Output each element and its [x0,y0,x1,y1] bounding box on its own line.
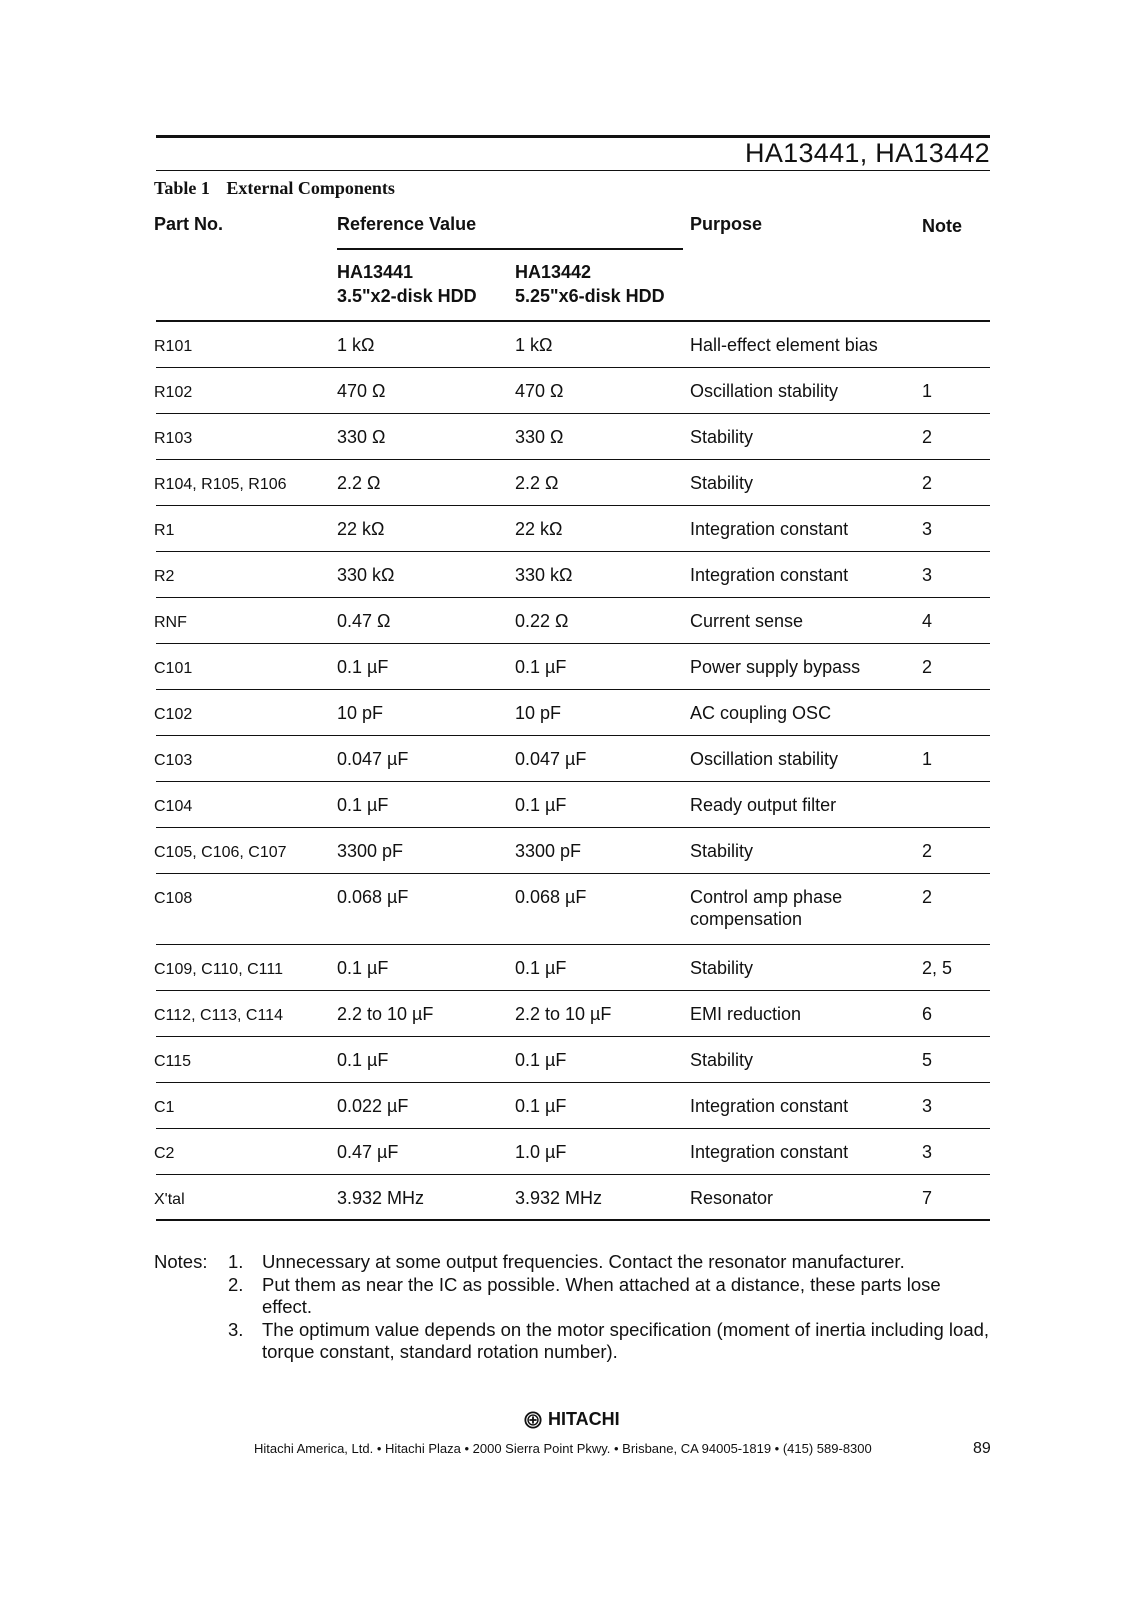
table-row [156,690,990,736]
cell-purpose: Integration constant [690,1096,849,1116]
cell-part-no: C101 [154,660,193,677]
cell-purpose: Stability [690,958,754,978]
notes-section [154,1251,994,1364]
note-text: Put them as near the IC as possible. When attached at a distance, these parts lose effect. [262,1274,941,1317]
cell-value-ha13441: 0.1 µF [337,958,389,978]
cell-part-no: R104, R105, R106 [154,476,287,493]
cell-part-no: X'tal [154,1191,185,1208]
cell-value-ha13441: 0.47 Ω [337,611,391,631]
cell-value-ha13442: 0.1 µF [515,1096,567,1116]
cell-note: 2 [922,657,933,677]
cell-value-ha13442: 10 pF [515,703,562,723]
cell-purpose: Stability [690,841,754,861]
cell-value-ha13441: 3.932 MHz [337,1188,425,1208]
cell-value-ha13442: 0.1 µF [515,958,567,978]
table-row [156,828,990,874]
cell-value-ha13441: 0.047 µF [337,749,409,769]
cell-part-no: C104 [154,798,193,815]
cell-note: 2, 5 [922,958,953,978]
note-text: The optimum value depends on the motor specification (moment of inertia including load, torque constant, standard rotation number). [262,1319,990,1362]
cell-value-ha13441: 0.1 µF [337,795,389,815]
table-row [156,506,990,552]
cell-value-ha13442: 0.1 µF [515,657,567,677]
footer-address: Hitachi America, Ltd. • Hitachi Plaza • 2000 Sierra Point Pkwy. • Brisbane, CA 94005-1819 • (415) 589-8300 [254,1441,872,1456]
table-row [156,1037,990,1083]
cell-value-ha13442: 0.1 µF [515,795,567,815]
cell-value-ha13441: 0.47 µF [337,1142,399,1162]
cell-note: 1 [922,381,933,401]
column-header-note: Note [922,216,962,236]
cell-value-ha13442: 0.22 Ω [515,611,569,631]
cell-note: 3 [922,519,933,539]
column-header-part: Part No. [154,214,224,234]
table-caption-number: Table 1 [154,178,210,198]
cell-part-no: C112, C113, C114 [154,1007,283,1024]
subheader-ha13442 [515,260,665,308]
table-row [156,736,990,782]
cell-value-ha13442: 0.047 µF [515,749,587,769]
cell-note: 7 [922,1188,933,1208]
cell-part-no: C102 [154,706,193,723]
note-number: 2. [228,1274,244,1295]
subheader-ha13441-desc: 3.5"x2-disk HDD [337,286,477,306]
hitachi-emblem-icon [524,1411,542,1429]
notes-label: Notes: [154,1251,208,1272]
cell-value-ha13441: 1 kΩ [337,335,375,355]
cell-value-ha13442: 1.0 µF [515,1142,567,1162]
cell-value-ha13442: 330 Ω [515,427,564,447]
cell-value-ha13441: 2.2 Ω [337,473,381,493]
note-number: 3. [228,1319,244,1340]
cell-value-ha13441: 0.022 µF [337,1096,409,1116]
cell-part-no: C1 [154,1099,175,1116]
cell-part-no: C103 [154,752,193,769]
cell-purpose: Power supply bypass [690,657,861,677]
hitachi-logo-text: HITACHI [548,1409,620,1429]
cell-note: 2 [922,887,933,907]
cell-part-no: C2 [154,1145,175,1162]
cell-purpose: Integration constant [690,565,849,585]
table-row [156,874,990,945]
doc-title: HA13441, HA13442 [745,138,990,168]
table-row [156,1175,990,1221]
note-item [154,1319,994,1363]
column-header-purpose: Purpose [690,214,763,234]
cell-part-no: R103 [154,430,193,447]
cell-purpose: Hall-effect element bias [690,335,878,355]
table-row [156,991,990,1037]
cell-value-ha13441: 2.2 to 10 µF [337,1004,434,1024]
cell-value-ha13441: 330 kΩ [337,565,395,585]
title-rule [156,170,990,171]
cell-value-ha13442: 3.932 MHz [515,1188,603,1208]
table-row [156,598,990,644]
cell-part-no: R101 [154,338,193,355]
cell-value-ha13442: 22 kΩ [515,519,563,539]
cell-value-ha13442: 0.068 µF [515,887,587,907]
components-table-body [0,322,1132,1221]
reference-rule [337,248,683,250]
table-row [156,322,990,368]
cell-purpose: Current sense [690,611,804,631]
cell-part-no: C108 [154,890,193,907]
cell-part-no: R102 [154,384,193,401]
table-row [156,945,990,991]
cell-purpose: Integration constant [690,519,849,539]
cell-note: 3 [922,565,933,585]
table-row [156,782,990,828]
cell-value-ha13442: 3300 pF [515,841,582,861]
cell-part-no: C105, C106, C107 [154,844,287,861]
cell-purpose: Stability [690,473,754,493]
cell-purpose: Integration constant [690,1142,849,1162]
table-caption-title: External Components [226,178,395,198]
cell-note: 2 [922,473,933,493]
table-caption [154,178,395,199]
note-item [154,1251,994,1273]
cell-purpose: Stability [690,427,754,447]
cell-value-ha13442: 2.2 Ω [515,473,559,493]
cell-value-ha13441: 330 Ω [337,427,386,447]
cell-purpose: Resonator [690,1188,774,1208]
subheader-ha13442-name: HA13442 [515,262,592,282]
table-row [156,460,990,506]
cell-value-ha13441: 3300 pF [337,841,404,861]
cell-value-ha13441: 0.068 µF [337,887,409,907]
cell-note: 2 [922,427,933,447]
cell-purpose: Stability [690,1050,754,1070]
cell-part-no: R2 [154,568,175,585]
cell-value-ha13442: 470 Ω [515,381,564,401]
cell-value-ha13442: 1 kΩ [515,335,553,355]
cell-part-no: RNF [154,614,187,631]
cell-purpose: Oscillation stability [690,381,839,401]
cell-part-no: R1 [154,522,175,539]
cell-value-ha13441: 0.1 µF [337,657,389,677]
page-number: 89 [973,1440,991,1457]
table-row [156,1129,990,1175]
cell-purpose: Oscillation stability [690,749,839,769]
table-row [156,368,990,414]
subheader-ha13441-name: HA13441 [337,262,414,282]
note-number: 1. [228,1251,244,1272]
cell-note: 3 [922,1096,933,1116]
cell-note: 5 [922,1050,933,1070]
cell-purpose: AC coupling OSC [690,703,832,723]
cell-part-no: C115 [154,1053,192,1070]
cell-value-ha13442: 2.2 to 10 µF [515,1004,612,1024]
cell-purpose: Control amp phase compensation [690,887,843,929]
cell-note: 4 [922,611,933,631]
cell-value-ha13442: 330 kΩ [515,565,573,585]
cell-purpose: Ready output filter [690,795,837,815]
subheader-ha13442-desc: 5.25"x6-disk HDD [515,286,665,306]
cell-value-ha13441: 0.1 µF [337,1050,389,1070]
subheader-ha13441 [337,260,477,308]
note-text: Unnecessary at some output frequencies. Contact the resonator manufacturer. [262,1251,905,1272]
column-header-reference: Reference Value [337,214,477,234]
cell-note: 2 [922,841,933,861]
cell-value-ha13441: 470 Ω [337,381,386,401]
cell-note: 6 [922,1004,933,1024]
cell-note: 3 [922,1142,933,1162]
cell-part-no: C109, C110, C111 [154,961,283,978]
cell-purpose: EMI reduction [690,1004,802,1024]
cell-value-ha13442: 0.1 µF [515,1050,567,1070]
note-item [154,1274,994,1318]
table-row [156,1083,990,1129]
table-row [156,552,990,598]
table-row [156,644,990,690]
cell-value-ha13441: 10 pF [337,703,384,723]
cell-value-ha13441: 22 kΩ [337,519,385,539]
hitachi-logo [524,1409,620,1430]
table-row [156,414,990,460]
cell-note: 1 [922,749,933,769]
